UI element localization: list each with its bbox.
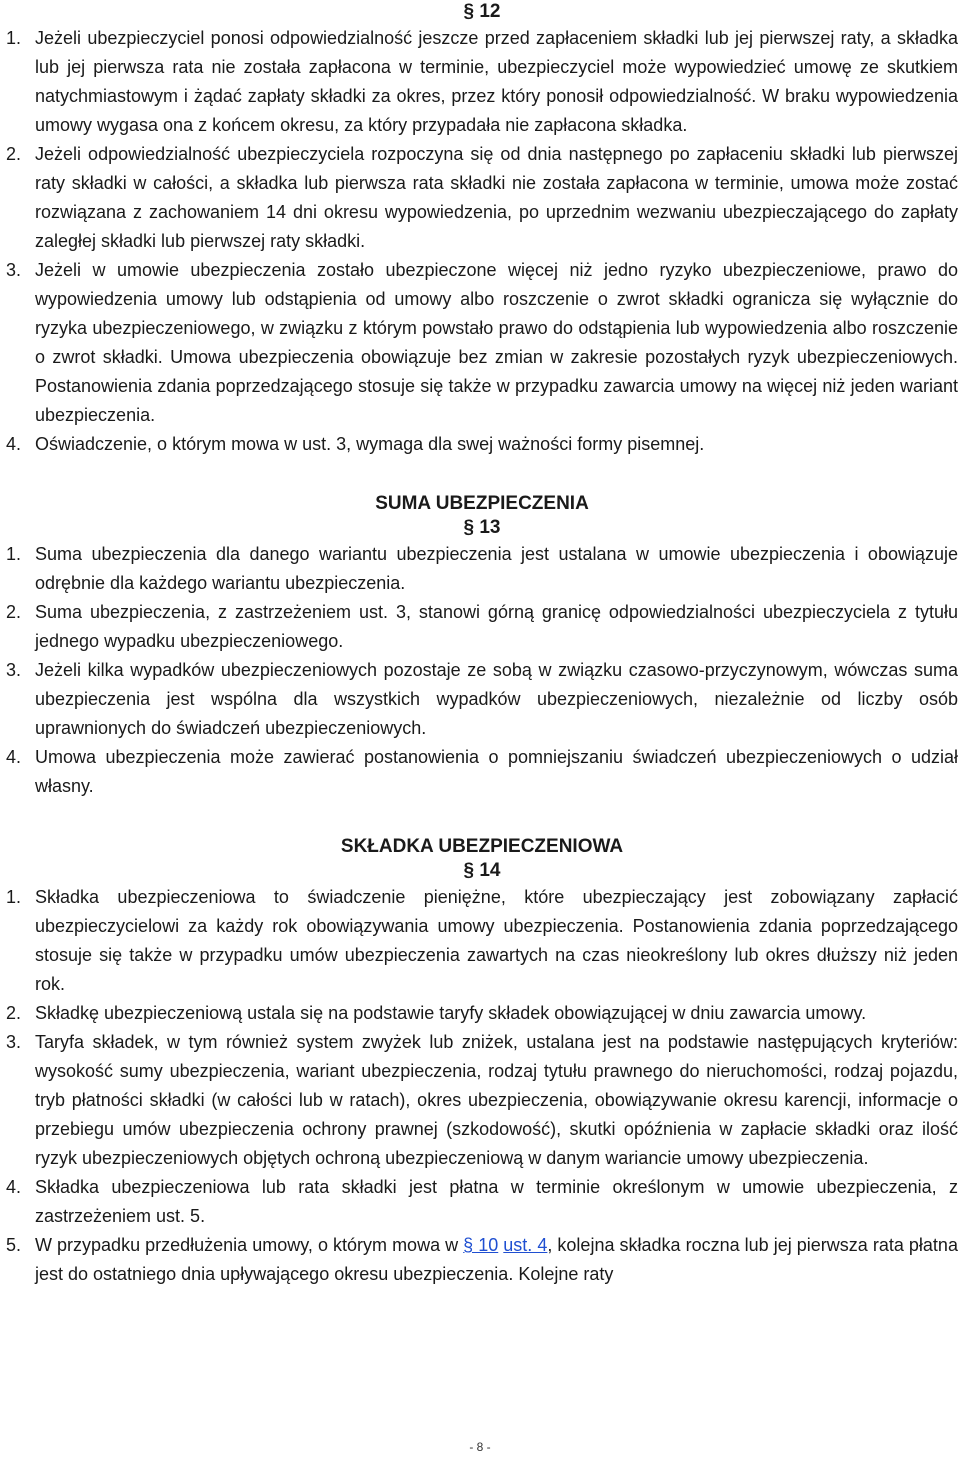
item-text: Suma ubezpieczenia dla danego wariantu ubezpieczenia jest ustalana w umowie ubezpieczenia i obowiązuje odrębnie dla każdego wariantu ubezpieczenia. bbox=[35, 544, 958, 593]
item-text-after-link: , kolejna składka roczna lub jej pierwsza rata płatna jest do ostatniego dnia upływającego okresu ubezpieczenia. Kolejne raty bbox=[35, 1235, 958, 1284]
list-item bbox=[6, 598, 958, 656]
list-item bbox=[6, 1173, 958, 1231]
item-text: Jeżeli odpowiedzialność ubezpieczyciela rozpoczyna się od dnia następnego po zapłaceniu składki lub pierwszej raty składki w całości, a składka lub pierwsza rata składki nie została zapłacona w terminie, umowa może zostać rozwiązana z zachowaniem 14 dni okresu wypowiedzenia, po uprzednim wezwaniu ubezpieczającego do zapłaty zaległej składki lub pierwszej raty składki. bbox=[35, 144, 958, 251]
item-text: Jeżeli kilka wypadków ubezpieczeniowych pozostaje ze sobą w związku czasowo-przyczynowym, wówczas suma ubezpieczenia jest wspólna dla wszystkich wypadków ubezpieczeniowych, niezależnie od liczby osób uprawnionych do świadczeń ubezpieczeniowych. bbox=[35, 660, 958, 738]
section-12-list bbox=[6, 24, 958, 459]
paragraph-number-14: § 14 bbox=[463, 860, 501, 881]
item-number: 2. bbox=[6, 1003, 22, 1023]
list-item bbox=[6, 743, 958, 801]
item-text: Składkę ubezpieczeniową ustala się na podstawie taryfy składek obowiązującej w dniu zawarcia umowy. bbox=[35, 1003, 867, 1023]
list-item bbox=[6, 140, 958, 256]
list-item bbox=[6, 1231, 958, 1289]
section-14-list bbox=[6, 883, 958, 1289]
item-number: 4. bbox=[6, 434, 22, 454]
paragraph-number-12: § 12 bbox=[463, 1, 501, 22]
item-number: 3. bbox=[6, 260, 22, 280]
item-text: Oświadczenie, o którym mowa w ust. 3, wymaga dla swej ważności formy pisemnej. bbox=[35, 434, 705, 454]
item-number: 4. bbox=[6, 747, 22, 767]
item-number: 1. bbox=[6, 28, 22, 48]
item-text: Taryfa składek, w tym również system zwyżek lub zniżek, ustalana jest na podstawie następujących kryteriów: wysokość sumy ubezpieczenia, wariant ubezpieczenia, rodzaj tytułu prawnego do nieruchomości, rodzaj pojazdu, tryb płatności składki (w całości lub w ratach), okres ubezpieczenia, obowiązywanie okresu karencji, informacje o przebiegu umów ubezpieczenia ochrony prawnej (szkodowość), skutki opóźnienia w zapłacie składki oraz ilość ryzyk ubezpieczeniowych objętych ochroną ubezpieczeniową w danym wariancie umowy ubezpieczenia. bbox=[35, 1032, 958, 1168]
list-item bbox=[6, 256, 958, 430]
page-number: - 8 - bbox=[469, 1440, 491, 1454]
list-item bbox=[6, 430, 958, 459]
item-number: 2. bbox=[6, 602, 22, 622]
list-item bbox=[6, 656, 958, 743]
section-13-list bbox=[6, 540, 958, 801]
item-text: Suma ubezpieczenia, z zastrzeżeniem ust. 3, stanowi górną granicę odpowiedzialności ubezpieczyciela z tytułu jednego wypadku ubezpieczeniowego. bbox=[35, 602, 958, 651]
list-item bbox=[6, 540, 958, 598]
paragraph-number-13: § 13 bbox=[463, 517, 501, 538]
item-text: Jeżeli ubezpieczyciel ponosi odpowiedzialność jeszcze przed zapłaceniem składki lub jej pierwszej raty, a składka lub jej pierwsza rata nie została zapłacona w terminie, ubezpieczyciel może wypowiedzieć umowę ze skutkiem natychmiastowym i żądać zapłaty składki za okres, przez który ponosił odpowiedzialność. W braku wypowiedzenia umowy wygasa ona z końcem okresu, za który przypadała nie zapłacona składka. bbox=[35, 28, 958, 135]
section-heading-skladka-ubezpieczeniowa: SKŁADKA UBEZPIECZENIOWA bbox=[340, 836, 624, 857]
ust-4-link[interactable]: ust. 4 bbox=[503, 1235, 548, 1255]
item-number: 3. bbox=[6, 660, 22, 680]
item-text-before-link: W przypadku przedłużenia umowy, o którym mowa w bbox=[35, 1235, 464, 1255]
list-item bbox=[6, 24, 958, 140]
list-item bbox=[6, 883, 958, 999]
item-number: 1. bbox=[6, 544, 22, 564]
item-text: Umowa ubezpieczenia może zawierać postanowienia o pomniejszaniu świadczeń ubezpieczeniowych o udział własny. bbox=[35, 747, 958, 796]
item-text: Składka ubezpieczeniowa to świadczenie pieniężne, które ubezpieczający jest zobowiązany zapłacić ubezpieczycielowi za każdy rok obowiązywania umowy ubezpieczenia. Postanowienia zdania poprzedzającego stosuje się także w przypadku umów ubezpieczenia zawartych na czas nieokreślony lub okres dłuższy niż jeden rok. bbox=[35, 887, 958, 994]
item-number: 4. bbox=[6, 1177, 22, 1197]
item-number: 1. bbox=[6, 887, 22, 907]
list-item bbox=[6, 999, 958, 1028]
item-number: 2. bbox=[6, 144, 22, 164]
paragraph-10-link[interactable]: § 10 bbox=[463, 1235, 499, 1255]
document-page bbox=[6, 0, 958, 1289]
item-number: 5. bbox=[6, 1235, 22, 1255]
list-item bbox=[6, 1028, 958, 1173]
section-heading-suma-ubezpieczenia: SUMA UBEZPIECZENIA bbox=[375, 493, 589, 514]
item-text: Jeżeli w umowie ubezpieczenia zostało ubezpieczone więcej niż jedno ryzyko ubezpieczeniowe, prawo do wypowiedzenia umowy lub odstąpienia od umowy albo roszczenie o zwrot składki ogranicza się wyłącznie do ryzyka ubezpieczeniowego, w związku z którym powstało prawo do odstąpienia lub wypowiedzenia albo roszczenie o zwrot składki. Umowa ubezpieczenia obowiązuje bez zmian w zakresie pozostałych ryzyk ubezpieczeniowych. Postanowienia zdania poprzedzającego stosuje się także w przypadku zawarcia umowy na więcej niż jeden wariant ubezpieczenia. bbox=[35, 260, 958, 425]
item-text: Składka ubezpieczeniowa lub rata składki jest płatna w terminie określonym w umowie ubezpieczenia, z zastrzeżeniem ust. 5. bbox=[35, 1177, 958, 1226]
item-number: 3. bbox=[6, 1032, 22, 1052]
